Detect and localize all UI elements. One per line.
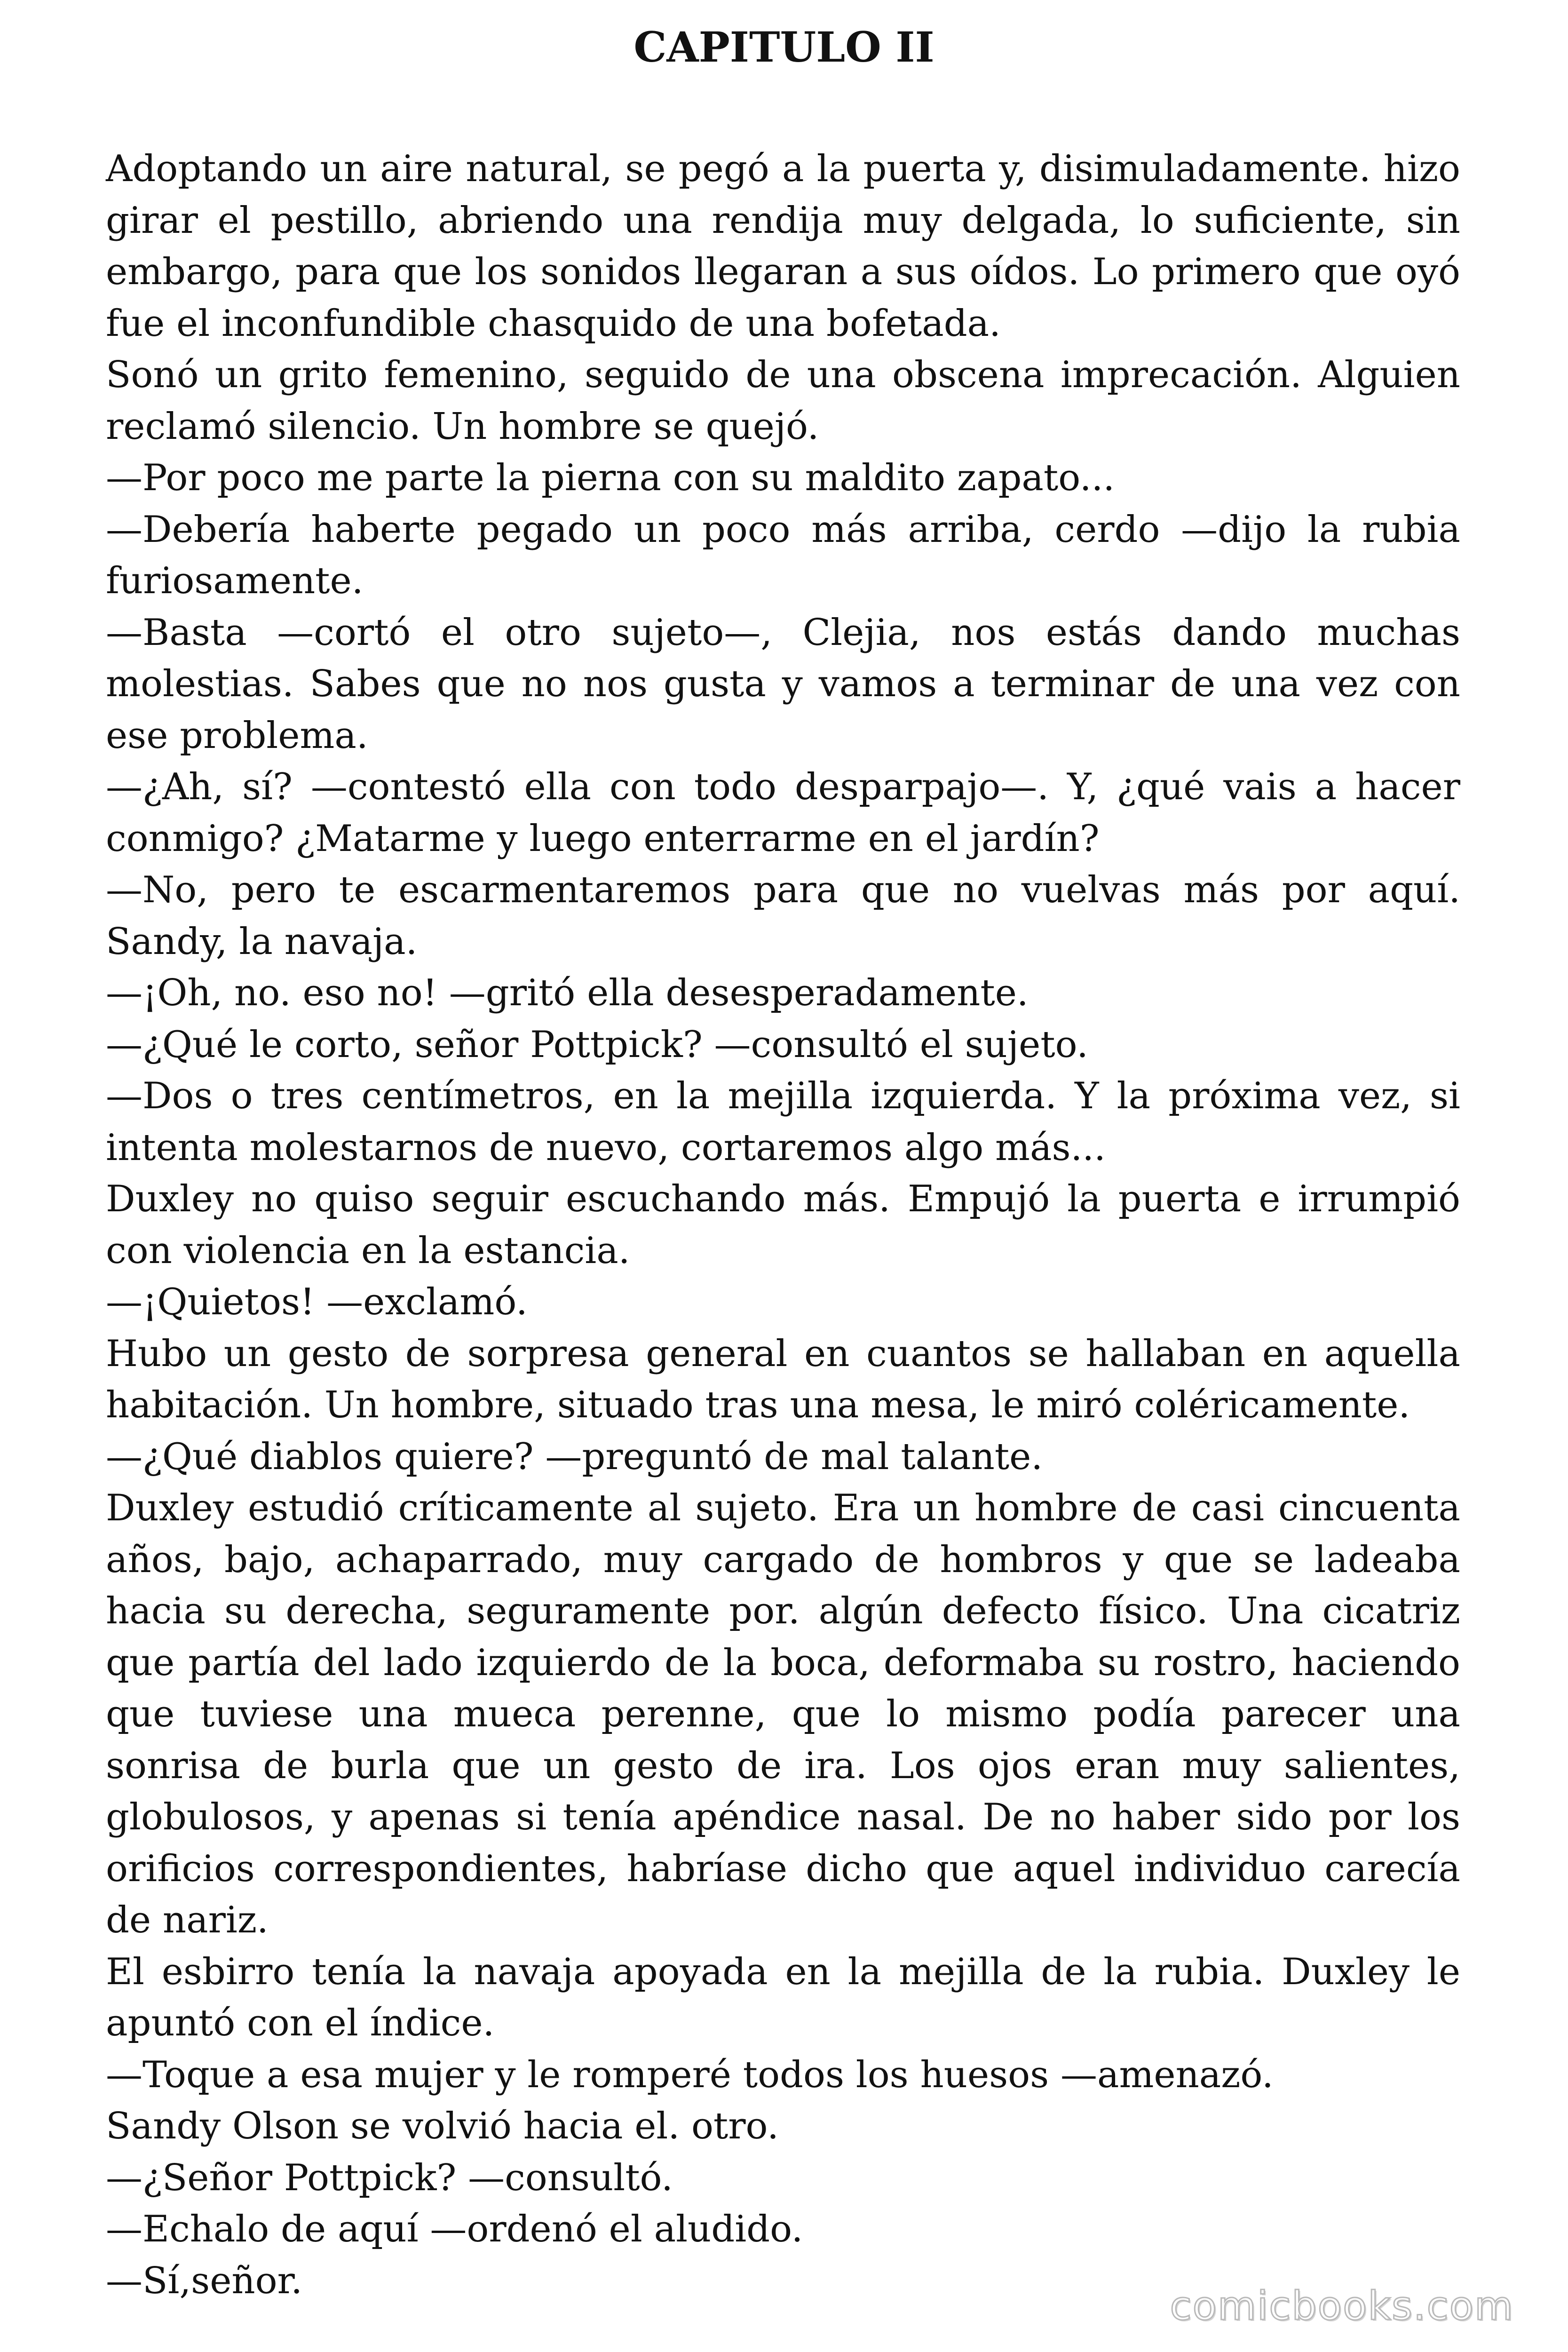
paragraph: Duxley no quiso seguir escuchando más. Empujó la puerta e irrumpió con violencia en la estancia. <box>106 1178 1460 1272</box>
dialogue-line: —¿Ah, sí? —contestó ella con todo desparpajo—. Y, ¿qué vais a hacer conmigo? ¿Matarme y luego enterrarme en el jardín? <box>106 766 1460 860</box>
paragraph: Adoptando un aire natural, se pegó a la puerta y, disimuladamente. hizo girar el pestillo, abriendo una rendija muy delgada, lo suficiente, sin embargo, para que los sonidos llegaran a sus oídos. Lo primero que oyó fue el inconfundible chasquido de una bofetada. <box>106 148 1460 345</box>
dialogue-line: —¡Quietos! —exclamó. <box>106 1281 528 1323</box>
dialogue-line: —No, pero te escarmentaremos para que no vuelvas más por aquí. Sandy, la navaja. <box>106 869 1460 963</box>
paragraph: Sonó un grito femenino, seguido de una obscena imprecación. Alguien reclamó silencio. Un hombre se quejó. <box>106 354 1460 448</box>
dialogue-line: —Dos o tres centímetros, en la mejilla izquierda. Y la próxima vez, si intenta molestarnos de nuevo, cortaremos algo más... <box>106 1075 1460 1169</box>
chapter-title: CAPITULO II <box>634 23 934 72</box>
dialogue-line: —Por poco me parte la pierna con su maldito zapato... <box>106 457 1115 499</box>
dialogue-line: —Sí,señor. <box>106 2259 303 2302</box>
dialogue-line: —Basta —cortó el otro sujeto—, Clejia, nos estás dando muchas molestias. Sabes que no nos gusta y vamos a terminar de una vez con ese problema. <box>106 611 1460 757</box>
paragraph: Sandy Olson se volvió hacia el. otro. <box>106 2105 779 2147</box>
paragraph: El esbirro tenía la navaja apoyada en la mejilla de la rubia. Duxley le apuntó con el índice. <box>106 1950 1460 2044</box>
dialogue-line: —Debería haberte pegado un poco más arriba, cerdo —dijo la rubia furiosamente. <box>106 508 1460 602</box>
chapter-body <box>106 143 1460 2307</box>
dialogue-line: —¿Qué diablos quiere? —preguntó de mal talante. <box>106 1435 1043 1478</box>
dialogue-line: —Toque a esa mujer y le romperé todos los huesos —amenazó. <box>106 2053 1274 2096</box>
paragraph: Hubo un gesto de sorpresa general en cuantos se hallaban en aquella habitación. Un hombre, situado tras una mesa, le miró coléricamente. <box>106 1332 1460 1426</box>
dialogue-line: —Echalo de aquí —ordenó el aludido. <box>106 2208 803 2250</box>
dialogue-line: —¡Oh, no. eso no! —gritó ella desesperadamente. <box>106 972 1029 1014</box>
paragraph: Duxley estudió críticamente al sujeto. Era un hombre de casi cincuenta años, bajo, achaparrado, muy cargado de hombros y que se ladeaba hacia su derecha, seguramente por. algún defecto físico. Una cicatriz que partía del lado izquierdo de la boca, deformaba su rostro, haciendo que tuviese una mueca perenne, que lo mismo podía parecer una sonrisa de burla que un gesto de ira. Los ojos eran muy salientes, globulosos, y apenas si tenía apéndice nasal. De no haber sido por los orificios correspondientes, habríase dicho que aquel individuo carecía de nariz. <box>106 1487 1460 1941</box>
dialogue-line: —¿Qué le corto, señor Pottpick? —consultó el sujeto. <box>106 1023 1088 1066</box>
watermark-text: comicbooks.com <box>1170 2283 1514 2329</box>
dialogue-line: —¿Señor Pottpick? —consultó. <box>106 2156 673 2199</box>
